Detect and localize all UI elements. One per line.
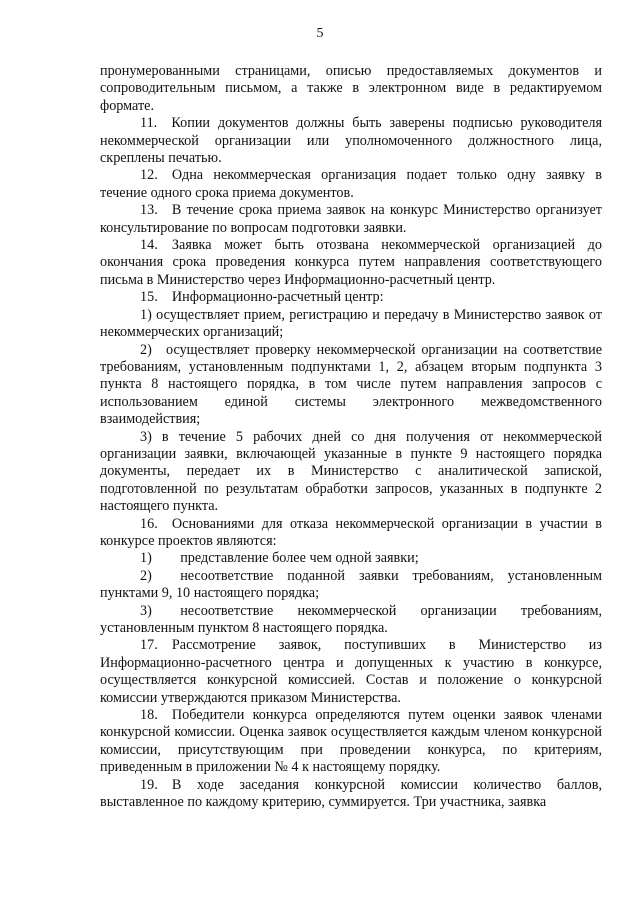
document-body	[100, 63, 602, 811]
paragraph-19: 19. В ходе заседания конкурсной комиссии количество баллов, выставленное по каждому критерию, суммируется. Три участника, заявка	[100, 776, 602, 811]
page-number: 5	[316, 26, 324, 41]
paragraph-16: 16. Основаниями для отказа некоммерческой организации в участии в конкурсе проектов являются:	[100, 515, 602, 549]
paragraph-15-item-2: 2) осуществляет проверку некоммерческой организации на соответствие требованиям, установленным подпунктами 1, 2, абзацем вторым подпункта 3 пункта 8 настоящего порядка, в том числе путем направления запросов с использованием единой системы электронного межведомственного взаимодействия;	[100, 341, 602, 428]
paragraph-16-item-3: 3) несоответствие некоммерческой организации требованиям, установленным пунктом 8 настоящего порядка.	[100, 602, 602, 636]
paragraph-16-item-1: 1) представление более чем одной заявки;	[140, 550, 419, 567]
paragraph-15-item-3: 3) в течение 5 рабочих дней со дня получения от некоммерческой организации заявки, включающей указанные в пункте 9 настоящего порядка документы, передает их в Министерство с аналитической запиской, подготовленной по результатам обработки запросов, указанных в подпункте 2 настоящего пункта.	[100, 428, 602, 515]
paragraph-18: 18. Победители конкурса определяются путем оценки заявок членами конкурсной комиссии. Оценка заявок осуществляется каждым членом конкурсной комиссии, присутствующим при проведении конкурса, по критериям, приведенным в приложении № 4 к настоящему порядку.	[100, 707, 602, 776]
paragraph-13: 13. В течение срока приема заявок на конкурс Министерство организует консультирование по вопросам подготовки заявки.	[100, 202, 602, 236]
paragraph-15: 15. Информационно-расчетный центр:	[140, 289, 384, 306]
paragraph-15-item-1: 1) осуществляет прием, регистрацию и передачу в Министерство заявок от некоммерческих организаций;	[100, 306, 602, 341]
paragraph-12: 12. Одна некоммерческая организация подает только одну заявку в течение одного срока приема документов.	[100, 167, 602, 201]
paragraph-16-item-2: 2) несоответствие поданной заявки требованиям, установленным пунктами 9, 10 настоящего порядка;	[100, 567, 602, 602]
paragraph-11: 11. Копии документов должны быть заверены подписью руководителя некоммерческой организации или уполномоченного должностного лица, скреплены печатью.	[100, 115, 602, 167]
paragraph-14: 14. Заявка может быть отозвана некоммерческой организацией до окончания срока проведения конкурса путем направления соответствующего письма в Министерство через Информационно-расчетный центр.	[100, 237, 602, 288]
paragraph-continuation: пронумерованными страницами, описью предоставляемых документов и сопроводительным письмом, а также в электронном виде в редактируемом формате.	[100, 63, 602, 114]
paragraph-17: 17. Рассмотрение заявок, поступивших в Министерство из Информационно-расчетного центра и допущенных к участию в конкурсе, осуществляется конкурсной комиссией. Состав и положение о конкурсной комиссии утверждаются приказом Министерства.	[100, 637, 602, 706]
